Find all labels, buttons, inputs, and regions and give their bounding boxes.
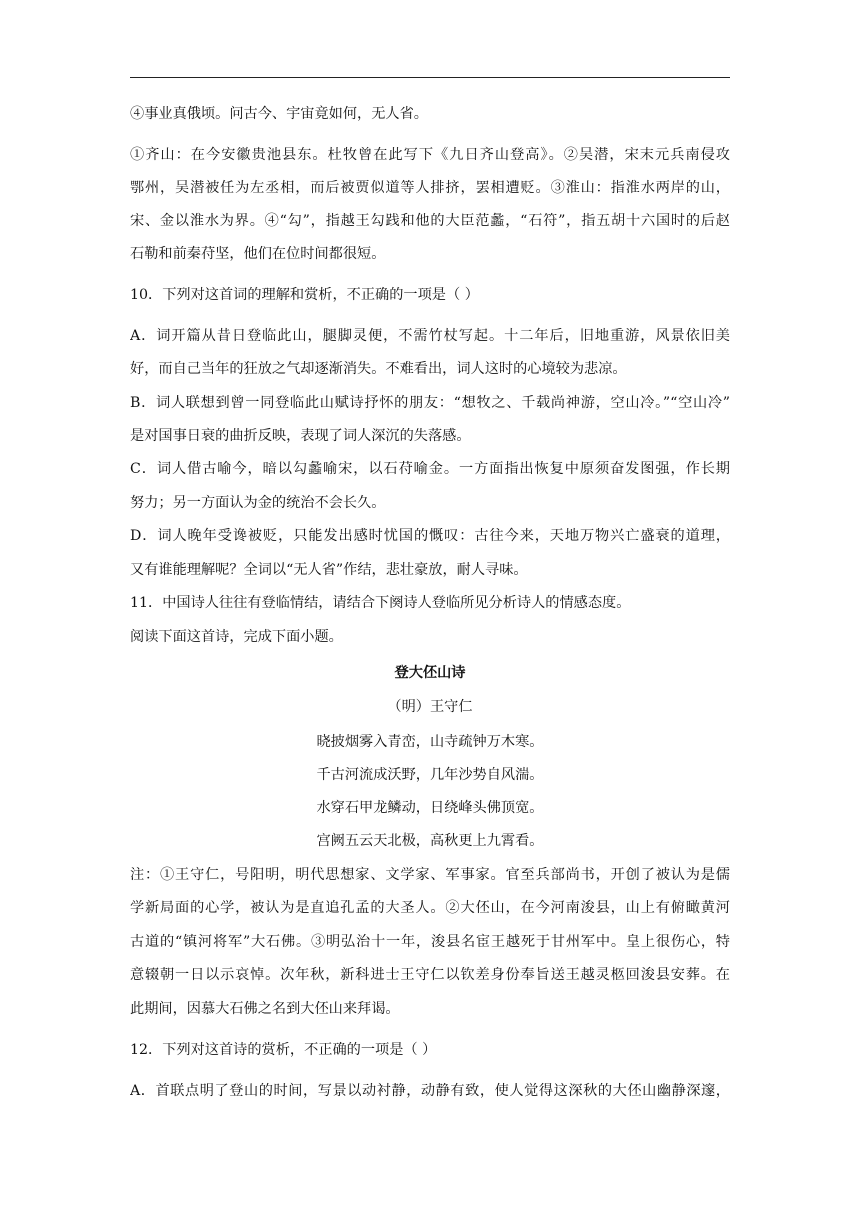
option-a: A．首联点明了登山的时间，写景以动衬静，动静有致，使人觉得这深秋的大伾山幽静深邃， <box>130 1083 730 1099</box>
question-12: 12．下列对这首诗的赏析，不正确的一项是（ ） <box>130 1042 437 1058</box>
option-b: B．词人联想到曾一同登临此山赋诗抒怀的朋友：“想牧之、千载尚神游，空山冷。”“空山冷” <box>130 395 730 411</box>
poem-last-line: ④事业真俄顷。问古今、宇宙竟如何，无人省。 <box>130 106 428 122</box>
annotation-line: 宋、金以淮水为界。④“勾”，指越王勾践和他的大臣范蠡，“石符”，指五胡十六国时的后赵 <box>130 213 730 229</box>
poem-line: 千古河流成沃野，几年沙势自风湍。 <box>316 767 544 783</box>
annotation-line: ①齐山：在今安徽贵池县东。杜牧曾在此写下《九日齐山登高》。②吴潜，宋末元兵南侵攻 <box>130 147 730 163</box>
note-line: 古道的“镇河将军”大石佛。③明弘治十一年，浚县名宦王越死于甘州军中。皇上很伤心，特 <box>130 934 730 950</box>
option-d: D．词人晚年受谗被贬，只能发出感时忧国的慨叹：古往今来，天地万物兴亡盛衰的道理， <box>130 528 730 544</box>
option-c-cont: 努力；另一方面认为金的统治不会长久。 <box>130 495 386 511</box>
annotation-line: 石勒和前秦苻坚，他们在位时间都很短。 <box>130 246 386 262</box>
reading-instruction: 阅读下面这首诗，完成下面小题。 <box>130 629 343 645</box>
option-b-cont: 是对国事日衰的曲折反映，表现了词人深沉的失落感。 <box>130 428 471 444</box>
annotation-line: 鄂州，吴潜被任为左丞相，而后被贾似道等人排挤，罢相遭贬。③淮山：指淮水两岸的山， <box>130 180 730 196</box>
poem-title: 登大伾山诗 <box>394 665 466 681</box>
note-line: 注：①王守仁，号阳明，明代思想家、文学家、军事家。官至兵部尚书，开创了被认为是儒 <box>130 867 730 883</box>
option-a-cont: 好，而自己当年的狂放之气却逐渐消失。不难看出，词人这时的心境较为悲凉。 <box>130 361 627 377</box>
poem-line: 宫阙五云天北极，高秋更上九霄看。 <box>316 833 544 849</box>
header-rule <box>130 77 730 78</box>
question-11: 11．中国诗人往往有登临情结，请结合下阕诗人登临所见分析诗人的情感态度。 <box>130 595 631 611</box>
poem-line: 水穿石甲龙鳞动，日绕峰头佛顶宽。 <box>316 800 544 816</box>
question-10: 10．下列对这首词的理解和赏析，不正确的一项是（ ） <box>130 287 479 303</box>
option-c: C．词人借古喻今，暗以勾蠡喻宋，以石苻喻金。一方面指出恢复中原须奋发图强，作长期 <box>130 461 730 477</box>
note-line: 意辍朝一日以示哀悼。次年秋，新科进士王守仁以钦差身份奉旨送王越灵柩回浚县安葬。在 <box>130 967 730 983</box>
poem-author: （明）王守仁 <box>387 699 473 715</box>
option-a: A．词开篇从昔日登临此山，腿脚灵便，不需竹杖写起。十二年后，旧地重游，风景依旧美 <box>130 328 730 344</box>
poem-line: 晓披烟雾入青峦，山寺疏钟万木寒。 <box>316 734 544 750</box>
note-line: 学新局面的心学，被认为是直追孔孟的大圣人。②大伾山，在今河南浚县，山上有俯瞰黄河 <box>130 900 730 916</box>
option-d-cont: 又有谁能理解呢？全词以“无人省”作结，悲壮豪放，耐人寻味。 <box>130 562 528 578</box>
note-line: 此期间，因慕大石佛之名到大伾山来拜谒。 <box>130 1001 400 1017</box>
